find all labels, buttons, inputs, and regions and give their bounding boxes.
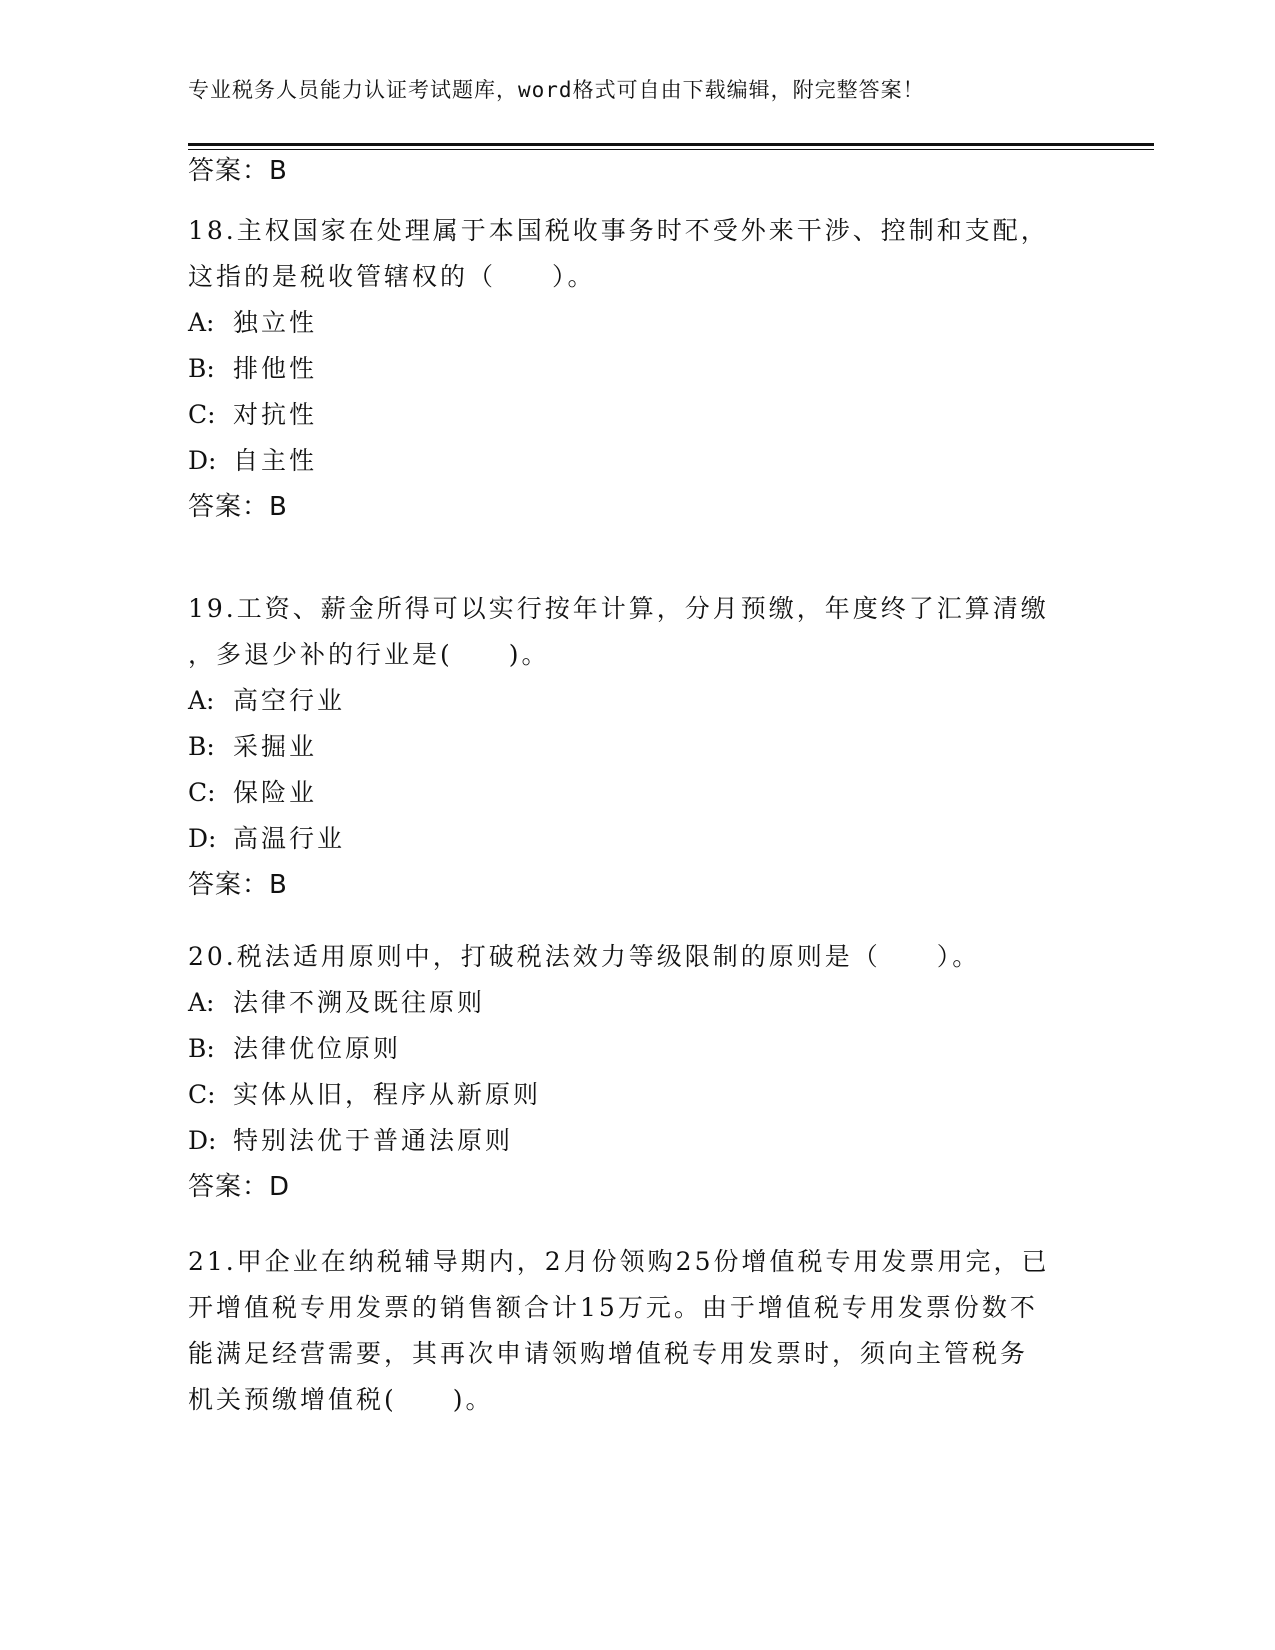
- option-text: 高温行业: [233, 824, 346, 853]
- option-c: [188, 1072, 1108, 1118]
- option-text: 法律不溯及既往原则: [233, 988, 486, 1017]
- question-19: [188, 586, 1108, 908]
- question-line: 21.甲企业在纳税辅导期内，2月份领购25份增值税专用发票用完，已: [188, 1247, 1050, 1276]
- option-a: [188, 678, 1108, 724]
- question-text: [188, 934, 1108, 980]
- option-text: 高空行业: [233, 686, 346, 715]
- option-text: 特别法优于普通法原则: [233, 1126, 514, 1155]
- answer-19: 答案：B: [188, 870, 288, 900]
- option-letter: C:: [188, 1080, 216, 1109]
- page-header: 专业税务人员能力认证考试题库，word格式可自由下载编辑，附完整答案！: [188, 78, 925, 102]
- option-text: 自主性: [233, 446, 318, 475]
- header-rule-thick: [188, 143, 1154, 146]
- option-letter: D:: [188, 446, 217, 475]
- option-c: [188, 770, 1108, 816]
- answer-18: 答案：B: [188, 492, 288, 522]
- option-a: [188, 980, 1108, 1026]
- question-21: [188, 1239, 1108, 1423]
- question-text: [188, 1239, 1108, 1423]
- option-letter: A:: [188, 988, 215, 1017]
- option-d: [188, 1118, 1108, 1164]
- option-text: 独立性: [233, 308, 318, 337]
- option-a: [188, 300, 1108, 346]
- question-line: 机关预缴增值税( )。: [188, 1385, 494, 1414]
- question-18: [188, 208, 1108, 530]
- option-letter: C:: [188, 778, 216, 807]
- question-line: 这指的是税收管辖权的（ ）。: [188, 262, 596, 291]
- question-20: [188, 934, 1108, 1210]
- answer-17: 答案：B: [188, 156, 288, 186]
- option-text: 保险业: [233, 778, 318, 807]
- option-d: [188, 816, 1108, 862]
- question-line: 能满足经营需要，其再次申请领购增值税专用发票时，须向主管税务: [188, 1339, 1029, 1368]
- option-text: 法律优位原则: [233, 1034, 402, 1063]
- option-letter: C:: [188, 400, 216, 429]
- option-letter: A:: [188, 308, 215, 337]
- option-text: 排他性: [233, 354, 318, 383]
- question-line: 18.主权国家在处理属于本国税收事务时不受外来干涉、控制和支配，: [188, 216, 1049, 245]
- option-letter: D:: [188, 1126, 217, 1155]
- option-text: 采掘业: [233, 732, 318, 761]
- option-letter: B:: [188, 1034, 215, 1063]
- question-line: ，多退少补的行业是( )。: [188, 640, 550, 669]
- option-d: [188, 438, 1108, 484]
- option-b: [188, 346, 1108, 392]
- option-b: [188, 724, 1108, 770]
- option-text: 对抗性: [233, 400, 318, 429]
- question-text: [188, 586, 1108, 678]
- option-letter: D:: [188, 824, 217, 853]
- answer-20: 答案：D: [188, 1172, 291, 1202]
- question-line: 19.工资、薪金所得可以实行按年计算，分月预缴，年度终了汇算清缴: [188, 594, 1049, 623]
- option-text: 实体从旧，程序从新原则: [233, 1080, 542, 1109]
- question-line: 20.税法适用原则中，打破税法效力等级限制的原则是（ ）。: [188, 942, 981, 971]
- question-text: [188, 208, 1108, 300]
- option-letter: B:: [188, 732, 215, 761]
- option-c: [188, 392, 1108, 438]
- option-letter: A:: [188, 686, 215, 715]
- option-letter: B:: [188, 354, 215, 383]
- question-line: 开增值税专用发票的销售额合计15万元。由于增值税专用发票份数不: [188, 1293, 1038, 1322]
- option-b: [188, 1026, 1108, 1072]
